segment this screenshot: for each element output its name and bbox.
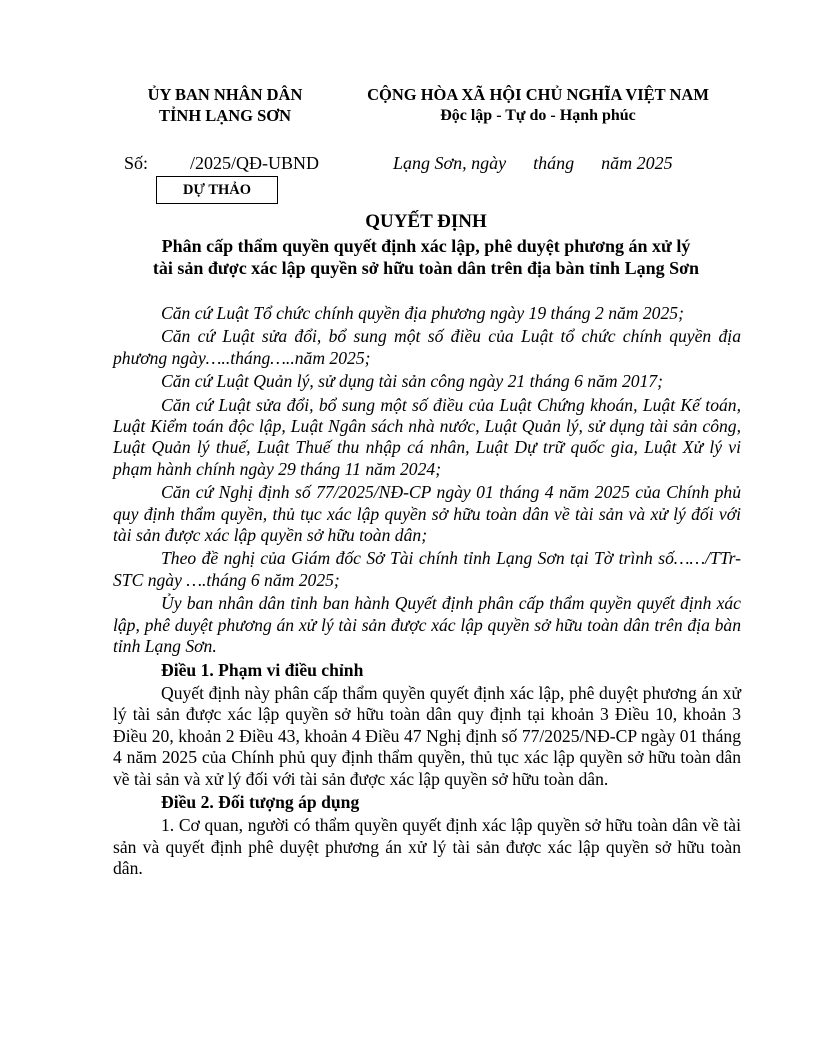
country-name: CỘNG HÒA XÃ HỘI CHỦ NGHĨA VIỆT NAM bbox=[367, 85, 709, 104]
preamble-paragraph: Ủy ban nhân dân tỉnh ban hành Quyết định phân cấp thẩm quyền quyết định xác lập, phê duyệt phương án xử lý tài sản được xác lập quyền sở hữu toàn dân trên địa bàn tỉnh Lạng Sơn. bbox=[113, 593, 741, 657]
document-title bbox=[112, 211, 740, 279]
document-body bbox=[113, 303, 741, 882]
document-number-label: Số: bbox=[124, 153, 149, 173]
authority-line-2: TỈNH LẠNG SƠN bbox=[158, 106, 292, 125]
document-number-value: /2025/QĐ-UBND bbox=[190, 153, 319, 173]
preamble-paragraph: Căn cứ Luật sửa đổi, bổ sung một số điều của Luật tổ chức chính quyền địa phương ngày…..tháng…..năm 2025; bbox=[113, 326, 741, 368]
authority-line-1: ỦY BAN NHÂN DÂN bbox=[147, 85, 303, 104]
title-heading: QUYẾT ĐỊNH bbox=[365, 211, 487, 232]
article-1-text: Quyết định này phân cấp thẩm quyền quyết định xác lập, phê duyệt phương án xử lý tài sản được xác lập quyền sở hữu toàn dân quy định tại khoản 3 Điều 10, khoản 3 Điều 20, khoản 2 Điều 43, khoản 4 Điều 47 Nghị định số 77/2025/NĐ-CP ngày 01 tháng 4 năm 2025 của Chính phủ quy định thẩm quyền, thủ tục xác lập quyền sở hữu toàn dân về tài sản và xử lý đối với tài sản được xác lập quyền sở hữu toàn dân. bbox=[113, 682, 741, 789]
issuing-authority bbox=[112, 84, 338, 126]
preamble-paragraph: Căn cứ Luật Quản lý, sử dụng tài sản công ngày 21 tháng 6 năm 2017; bbox=[161, 371, 664, 392]
document-number bbox=[124, 153, 319, 174]
article-1-heading: Điều 1. Phạm vi điều chỉnh bbox=[161, 659, 364, 680]
preamble-paragraph: Căn cứ Luật sửa đổi, bổ sung một số điều của Luật Chứng khoán, Luật Kế toán, Luật Kiểm toán độc lập, Luật Ngân sách nhà nước, Luật Quản lý, sử dụng tài sản công, Luật Quản lý thuế, Luật Thuế thu nhập cá nhân, Luật Dự trữ quốc gia, Luật Xử lý vi phạm hành chính ngày 29 tháng 11 năm 2024; bbox=[113, 394, 741, 479]
draft-stamp: DỰ THẢO bbox=[156, 176, 278, 204]
title-line-1: Phân cấp thẩm quyền quyết định xác lập, phê duyệt phương án xử lý bbox=[161, 236, 691, 256]
preamble-paragraph: Căn cứ Nghị định số 77/2025/NĐ-CP ngày 01 tháng 4 năm 2025 của Chính phủ quy định thẩm quyền, thủ tục xác lập quyền sở hữu toàn dân về tài sản và xử lý đối với tài sản được xác lập quyền sở hữu toàn dân; bbox=[113, 482, 741, 546]
title-line-2: tài sản được xác lập quyền sở hữu toàn dân trên địa bàn tỉnh Lạng Sơn bbox=[152, 258, 700, 278]
article-2-heading: Điều 2. Đối tượng áp dụng bbox=[161, 791, 360, 812]
national-motto: Độc lập - Tự do - Hạnh phúc bbox=[440, 107, 636, 124]
preamble-paragraph: Căn cứ Luật Tổ chức chính quyền địa phương ngày 19 tháng 2 năm 2025; bbox=[161, 303, 684, 323]
issue-date: Lạng Sơn, ngày tháng năm 2025 bbox=[393, 153, 673, 173]
preamble-paragraph: Theo đề nghị của Giám đốc Sở Tài chính tỉnh Lạng Sơn tại Tờ trình số……/TTr-STC ngày ….tháng 6 năm 2025; bbox=[113, 548, 741, 590]
article-2-text: 1. Cơ quan, người có thẩm quyền quyết định xác lập quyền sở hữu toàn dân về tài sản và quyết định phê duyệt phương án xử lý tài sản được xác lập quyền sở hữu toàn dân. bbox=[113, 815, 741, 879]
national-title bbox=[344, 84, 732, 126]
